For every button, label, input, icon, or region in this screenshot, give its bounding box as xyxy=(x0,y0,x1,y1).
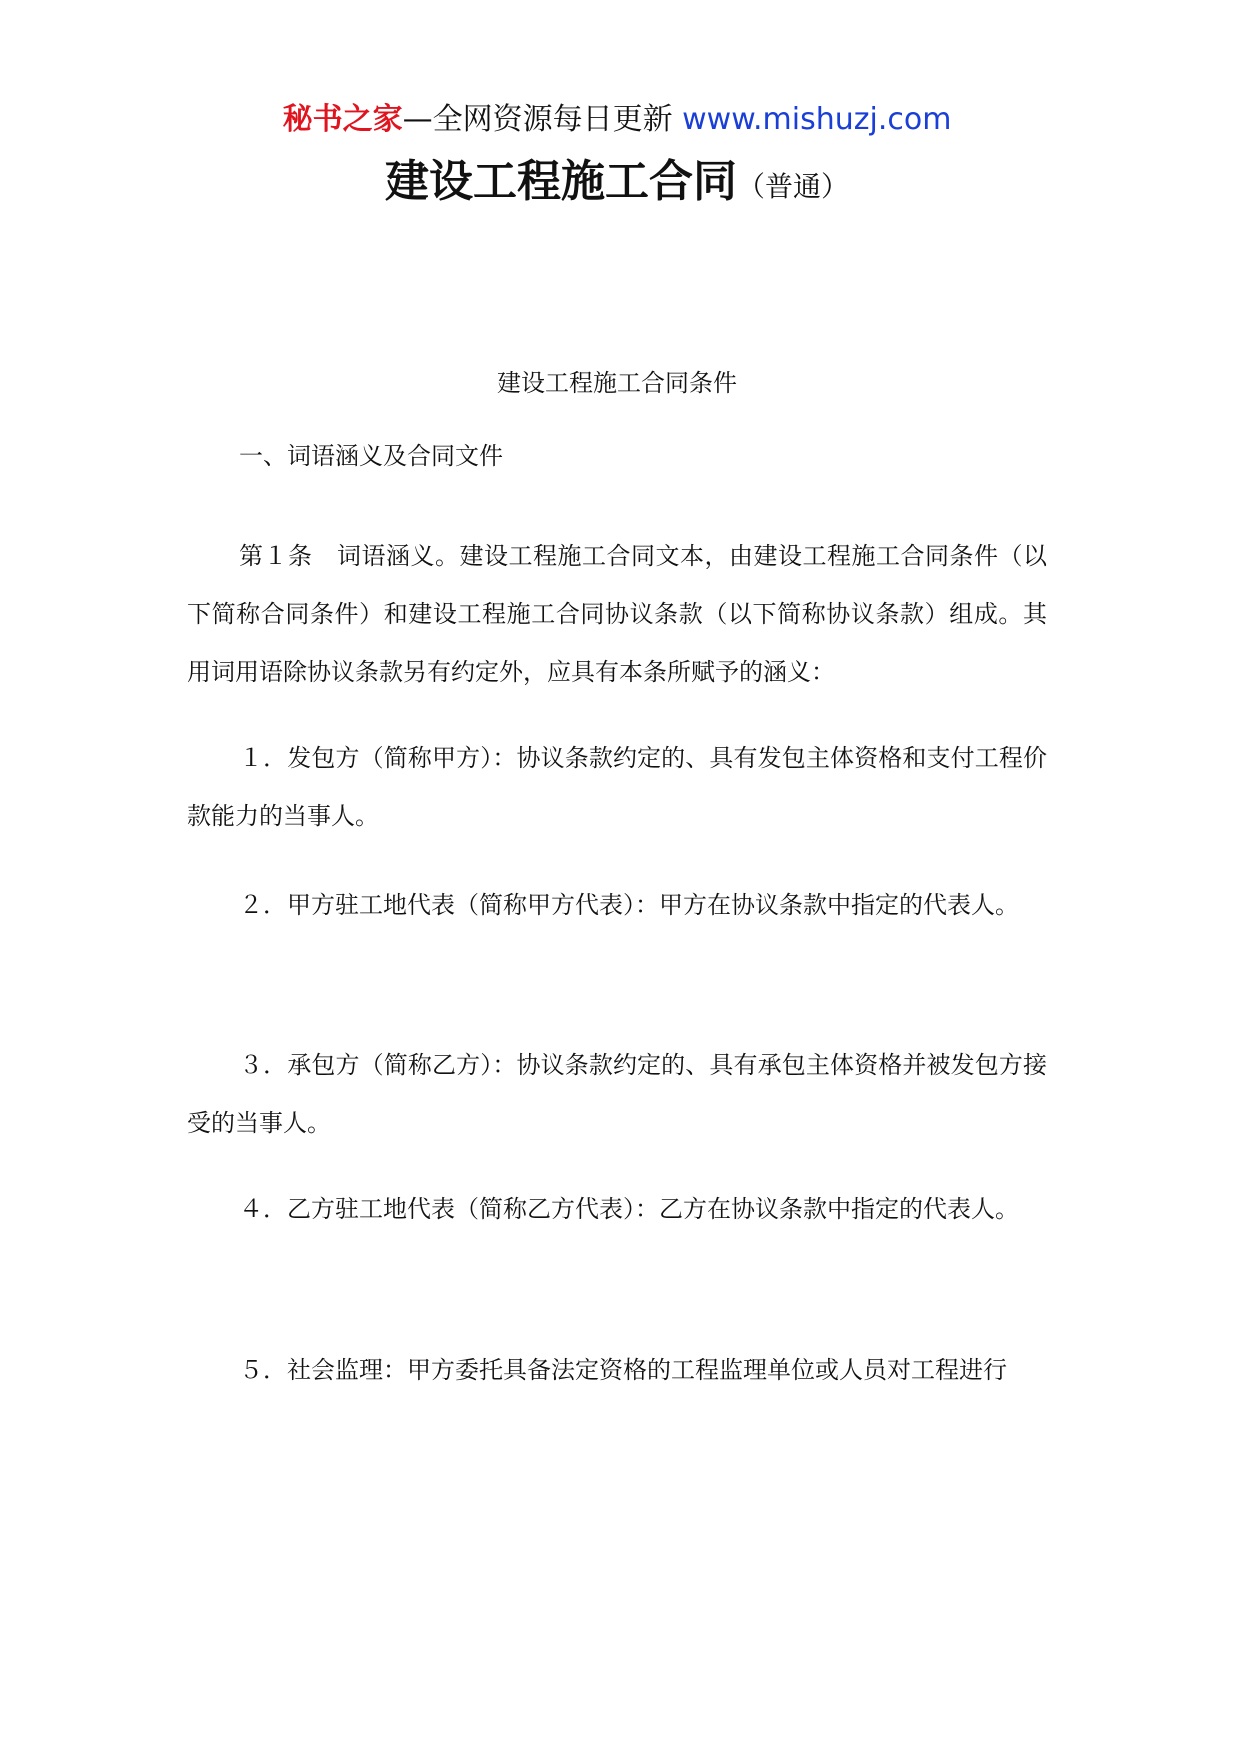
site-name: 秘书之家 xyxy=(282,102,403,137)
paragraph-item-2: ２．甲方驻工地代表（简称甲方代表）：甲方在协议条款中指定的代表人。 xyxy=(239,891,1019,919)
paragraph-article-1: 第１条 词语涵义。建设工程施工合同文本，由建设工程施工合同条件（以下简称合同条件）和建设工程施工合同协议条款（以下简称协议条款）组成。其用词用语除协议条款另有约定外，应具有本条所赋予的涵义： xyxy=(187,542,1047,686)
paragraph-item-1: １．发包方（简称甲方）：协议条款约定的、具有发包主体资格和支付工程价款能力的当事人。 xyxy=(187,744,1047,830)
site-tagline: —全网资源每日更新 xyxy=(402,102,683,137)
subtitle: 建设工程施工合同条件 xyxy=(497,369,737,397)
title-main: 建设工程施工合同 xyxy=(384,156,737,207)
paragraph-item-3: ３．承包方（简称乙方）：协议条款约定的、具有承包主体资格并被发包方接受的当事人。 xyxy=(187,1051,1047,1137)
site-url-link[interactable]: www.mishuzj.com xyxy=(682,102,952,137)
paragraph-item-4: ４．乙方驻工地代表（简称乙方代表）：乙方在协议条款中指定的代表人。 xyxy=(239,1195,1019,1223)
paragraph-item-5: ５．社会监理：甲方委托具备法定资格的工程监理单位或人员对工程进行 xyxy=(239,1356,1007,1384)
document-title xyxy=(0,152,1234,221)
section-heading: 一、词语涵义及合同文件 xyxy=(239,442,503,470)
site-banner xyxy=(0,100,1234,140)
title-suffix: （普通） xyxy=(736,170,849,203)
